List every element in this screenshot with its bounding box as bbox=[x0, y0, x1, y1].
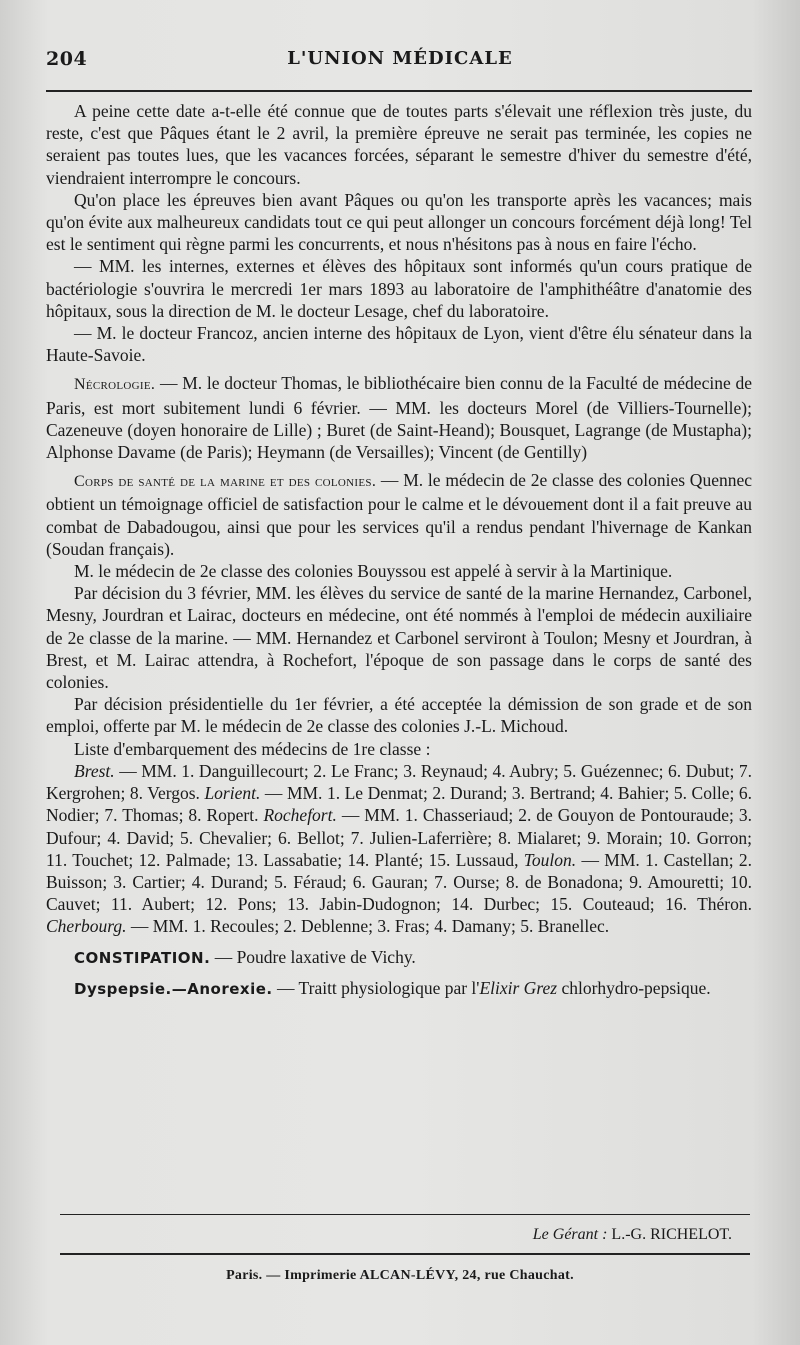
paragraph-text: M. le médecin de 2e classe des colonies Bouyssou est appelé à servir à la Martinique. bbox=[74, 561, 673, 582]
gerant-signature bbox=[533, 1226, 732, 1244]
port-cherbourg: Cherbourg. bbox=[46, 916, 127, 937]
list-text: — MM. 1. Chasseriaud; 2. de Gouyon de Pontouraude; 3. Dufour; 4. David; 5. Chevalier; 6. Bellot; 7. Julien-Laferrière; 8. Mialaret; 9. Morain; 10. Gorron; 11. Touchet; 12. Palmade; 13. Lassabatie; 14. Planté; 15. Lussaud, bbox=[46, 805, 753, 870]
paragraph bbox=[46, 560, 752, 582]
paragraph-text: A peine cette date a-t-elle été connue que de toutes parts s'élevait une réflexion très juste, du reste, c'est que Pâques étant le 2 avril, la première épreuve ne serait pas terminée, les copies ne seraient pas toutes lues, que les vacances forcées, séparant le semestre d'hiver du semestre d'été, viendraient interrompre le concours. bbox=[46, 101, 752, 188]
running-title: L'UNION MÉDICALE bbox=[287, 48, 513, 69]
port-lorient: Lorient. bbox=[204, 783, 261, 804]
paragraph-text: Par décision présidentielle du 1er février, a été acceptée la démission de son grade et de son emploi, offerte par M. le médecin de 2e classe des colonies J.-L. Michoud. bbox=[46, 694, 752, 737]
paragraph-text: Qu'on place les épreuves bien avant Pâques ou qu'on les transporte après les vacances; mais qu'on évite aux malheureux candidats tout ce qui peut allonger un concours forcément déjà long! Tel est le sentiment qui règne parmi les concurrents, et nous n'hésitons pas à nous en faire l'écho. bbox=[46, 189, 752, 255]
paragraph bbox=[46, 100, 752, 189]
paragraph bbox=[46, 693, 752, 737]
gerant-label: Le Gérant : bbox=[532, 1226, 608, 1243]
list-text: — MM. 1. Le Denmat; 2. Durand; 3. Bertrand; 4. Bahier; 5. Colle; 6. Nodier; 7. Thomas; 8. Ropert. bbox=[46, 783, 752, 826]
ad-text: — Poudre laxative de Vichy. bbox=[210, 946, 416, 967]
ad-heading: CONSTIPATION. bbox=[74, 948, 211, 967]
paragraph-text: — M. le docteur Francoz, ancien interne des hôpitaux de Lyon, vient d'être élu sénateur dans la Haute-Savoie. bbox=[46, 323, 752, 366]
paragraph-text: — M. le médecin de 2e classe des colonies Quennec obtient un témoignage officiel de satisfaction pour le calme et le dévouement dont il a fait preuve au combat de Dabadougou, ainsi que pour les services qu'il a rendus pendant l'hivernage de Kankan (Soudan français). bbox=[46, 470, 752, 559]
list-text: — MM. 1. Castellan; 2. Buisson; 3. Cartier; 4. Durand; 5. Féraud; 6. Gauran; 7. Ourse; 8. de Bonadona; 9. Amouretti; 10. Cauvet; 11. Aubert; 12. Pons; 13. Jabin-Dudognon; 14. Durbec; 15. Couteaud; 16. Théron. bbox=[46, 849, 753, 915]
paragraph bbox=[46, 738, 752, 760]
port-rochefort: Rochefort. bbox=[263, 805, 337, 826]
paragraph bbox=[46, 582, 752, 693]
ad-product: Elixir Grez bbox=[479, 977, 558, 998]
paragraph-text: — MM. les internes, externes et élèves des hôpitaux sont informés qu'un cours pratique de bactériologie s'ouvrira le mercredi 1er mars 1893 au laboratoire de l'amphithéâtre d'anatomie des hôpitaux, sous la direction de M. le docteur Lesage, chef du laboratoire. bbox=[46, 256, 752, 321]
list-text: — MM. 1. Recoules; 2. Deblenne; 3. Fras; 4. Damany; 5. Branellec. bbox=[126, 916, 610, 937]
obituary-heading: Nécrologie. bbox=[74, 376, 156, 394]
navy-corps-paragraph bbox=[46, 469, 752, 560]
page-header bbox=[46, 48, 754, 80]
gerant-name: L.-G. RICHELOT. bbox=[607, 1226, 732, 1243]
ad-text: — Traitt physiologique par l' bbox=[272, 977, 480, 998]
printer-imprint: Paris. — Imprimerie ALCAN-LÉVY, 24, rue Chauchat. bbox=[226, 1268, 574, 1283]
article-body bbox=[46, 100, 752, 1000]
advertisement-dyspepsie bbox=[46, 977, 752, 1000]
paragraph-text: Par décision du 3 février, MM. les élèves du service de santé de la marine Hernandez, Carbonel, Mesny, Jourdran et Lairac, docteurs en médecine, ont été nommés à l'emploi de médecin auxiliaire de 2e classe de la marine. — MM. Hernandez et Carbonel serviront à Toulon; Mesny et Jourdran, à Brest, et M. Lairac attendra, à Rochefort, l'époque de son passage dans le corps de santé des colonies. bbox=[46, 583, 752, 693]
paragraph-text: Liste d'embarquement des médecins de 1re classe : bbox=[74, 738, 431, 759]
paragraph-text: — M. le docteur Thomas, le bibliothécaire bien connu de la Faculté de médecine de Paris, est mort subitement lundi 6 février. — MM. les docteurs Morel (de Villiers-Tournelle); Cazeneuve (doyen honoraire de Lille) ; Buret (de Saint-Heand); Bousquet, Lagrange (de Mustapha); Alphonse Davame (de Paris); Heymann (de Versailles); Vincent (de Gentilly) bbox=[46, 373, 752, 463]
ad-text: chlorhydro-pepsique. bbox=[557, 977, 711, 998]
embarkation-list bbox=[46, 760, 752, 938]
paragraph bbox=[46, 322, 752, 366]
footer-rule-bottom bbox=[60, 1253, 750, 1255]
obituary-paragraph bbox=[46, 372, 752, 463]
port-brest: Brest. bbox=[74, 760, 115, 781]
paragraph bbox=[46, 189, 752, 256]
footer-rule-top bbox=[60, 1214, 750, 1215]
header-rule bbox=[46, 90, 752, 92]
list-text: — MM. 1. Danguillecourt; 2. Le Franc; 3. Reynaud; 4. Aubry; 5. Guézennec; 6. Dubut; 7. Kergrohen; 8. Vergos. bbox=[46, 760, 752, 804]
ad-heading: Dyspepsie.—Anorexie. bbox=[74, 979, 273, 998]
port-toulon: Toulon. bbox=[523, 849, 577, 870]
page-number: 204 bbox=[46, 48, 88, 70]
paragraph bbox=[46, 255, 752, 322]
navy-corps-heading: Corps de santé de la marine et des colonies. bbox=[74, 473, 377, 491]
advertisement-constipation bbox=[46, 946, 752, 969]
